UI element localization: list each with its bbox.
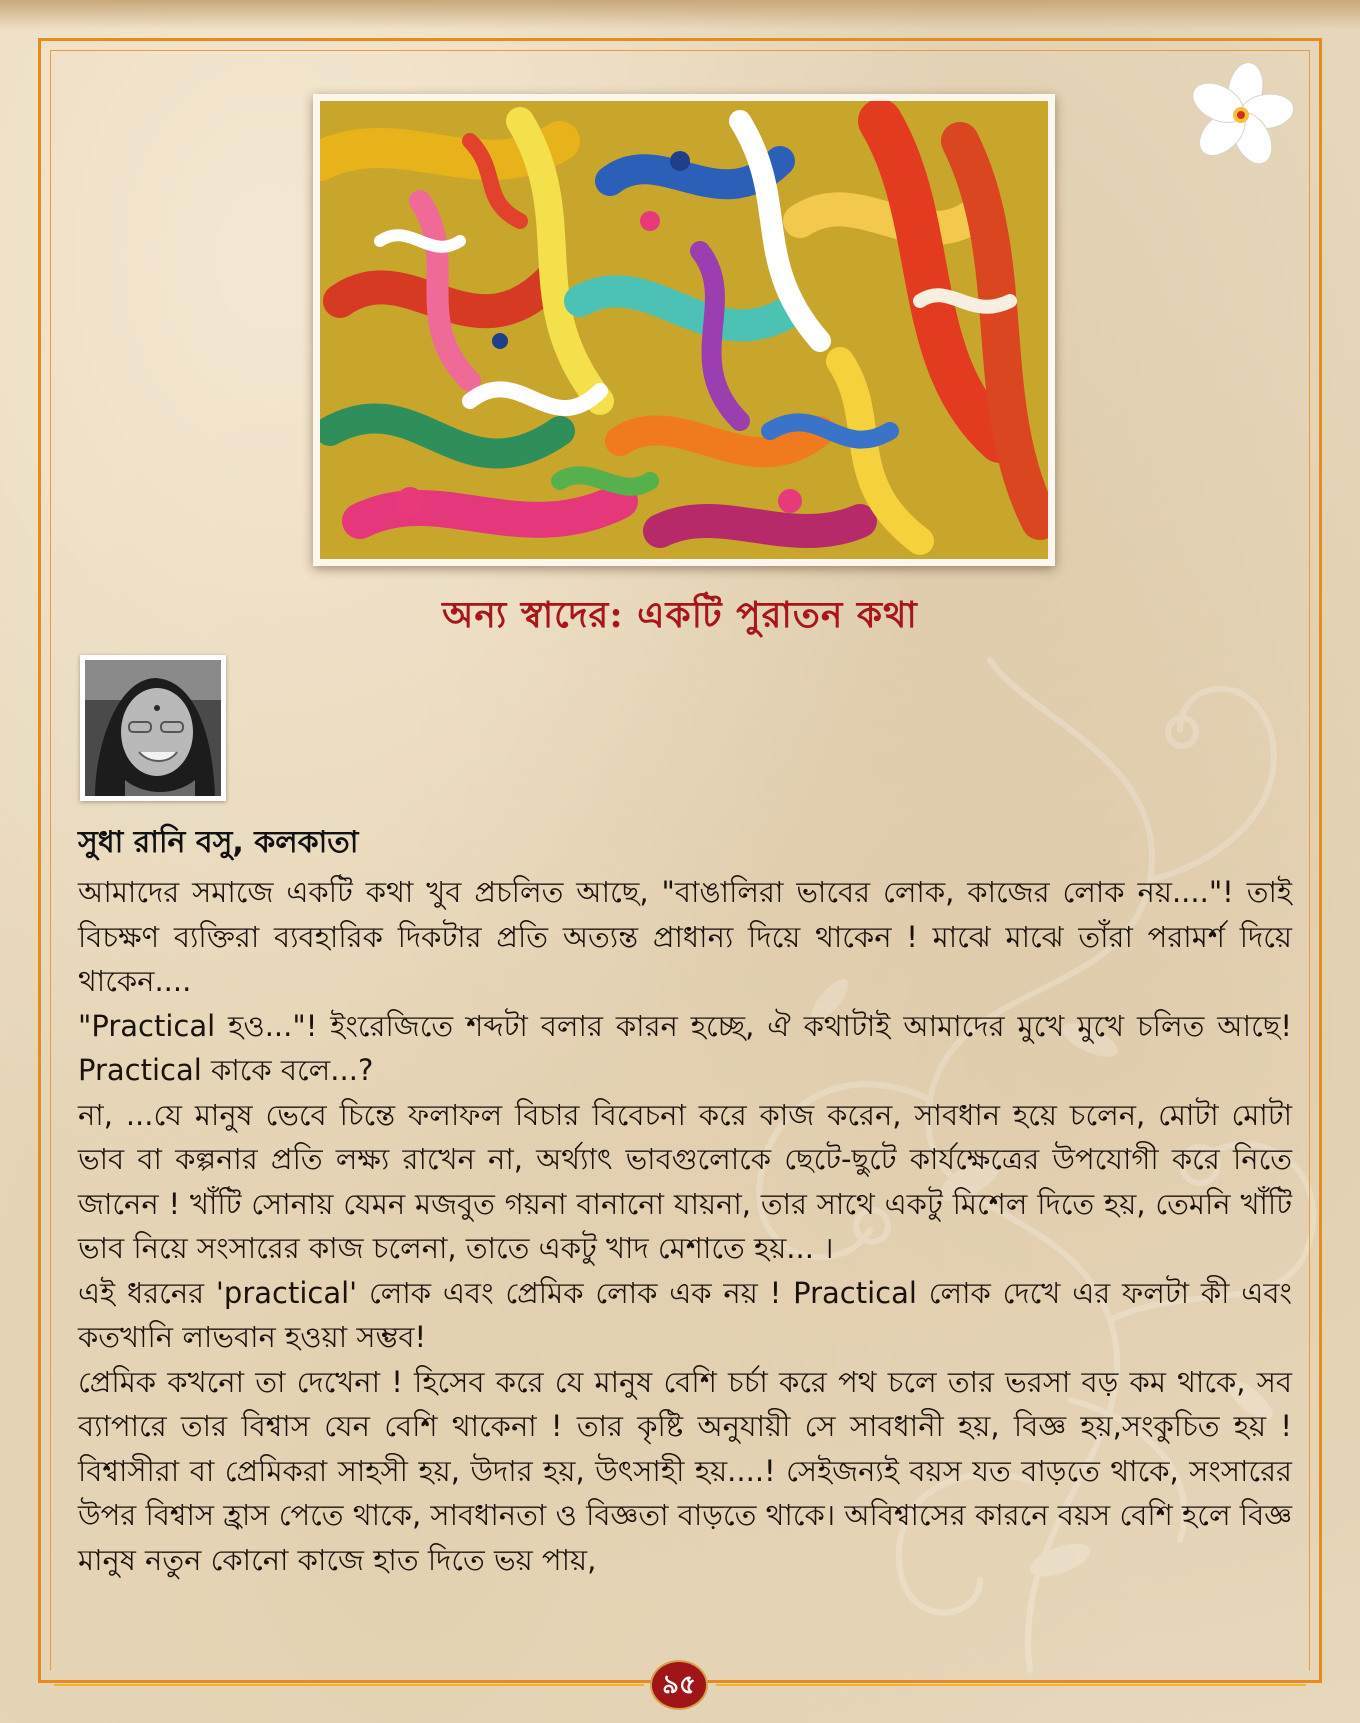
paragraph: প্রেমিক কখনো তা দেখেনা ! হিসেব করে যে মানুষ বেশি চর্চা করে পথ চলে তার ভরসা বড় কম থাকে, সব ব্যাপারে তার বিশ্বাস যেন বেশি থাকেনা ! তার কৃষ্টি অনুযায়ী সে সাবধানী হয়, বিজ্ঞ হয়,সংকুচিত হয় !বিশ্বাসীরা বা প্রেমিকরা সাহসী হয়, উদার হয়, উৎসাহী হয়....! সেইজন্যই বয়স যত বাড়তে থাকে, সংসারের উপর বিশ্বাস হ্রাস পেতে থাকে, সাবধানতা ও বিজ্ঞতা বাড়তে থাকে। অবিশ্বাসের কারনে বয়স বেশি হলে বিজ্ঞ মানুষ নতুন কোনো কাজে হাত দিতে ভয় পায়, [78, 1364, 1292, 1577]
author-portrait [85, 660, 221, 796]
author-photo [80, 655, 226, 801]
paragraph: এই ধরনের 'practical' লোক এবং প্রেমিক লোক এক নয় ! Practical লোক দেখে এর ফলটা কী এবং কতখানি লাভবান হওয়া সম্ভব! [78, 1275, 1292, 1354]
paragraph: "Practical হও..."! ইংরেজিতে শব্দটা বলার কারন হচ্ছে, ঐ কথাটাই আমাদের মুখে মুখে চলিত আছে! Practical কাকে বলে...? [78, 1008, 1292, 1087]
top-decorative-strip [0, 0, 1360, 30]
page-footer [0, 1662, 1360, 1708]
footer-line-left [54, 1684, 644, 1686]
article-body [78, 870, 1292, 1582]
paragraph: না, ...যে মানুষ ভেবে চিন্তে ফলাফল বিচার বিবেচনা করে কাজ করেন, সাবধান হয়ে চলেন, মোটা মোটা ভাব বা কল্পনার প্রতি লক্ষ্য রাখেন না, অর্থ্যাৎ ভাবগুলোকে ছেটে-ছুটে কার্যক্ষেত্রের উপযোগী করে নিতে জানেন ! খাঁটি সোনায় যেমন মজবুত গয়না বানানো যায়না, তার সাথে একটু মিশেল দিতে হয়, তেমনি খাঁটি ভাব নিয়ে সংসারের কাজ চলেনা, তাতে একটু খাদ মেশাতে হয়... । [78, 1097, 1292, 1265]
article-title: অন্য স্বাদের: একটি পুরাতন কথা [442, 594, 918, 636]
abstract-painting [320, 101, 1048, 559]
page-number: ৯৫ [652, 1662, 706, 1708]
author-byline: সুধা রানি বসু, কলকাতা [78, 825, 359, 860]
abstract-painting-frame [313, 94, 1055, 566]
white-frangipani-flower-icon [1186, 60, 1296, 170]
paragraph: আমাদের সমাজে একটি কথা খুব প্রচলিত আছে, "বাঙালিরা ভাবের লোক, কাজের লোক নয়...."! তাই বিচক্ষণ ব্যক্তিরা ব্যবহারিক দিকটার প্রতি অত্যন্ত প্রাধান্য দিয়ে থাকেন ! মাঝে মাঝে তাঁরা পরামর্শ দিয়ে থাকেন.... [78, 875, 1292, 998]
footer-line-right [716, 1684, 1306, 1686]
